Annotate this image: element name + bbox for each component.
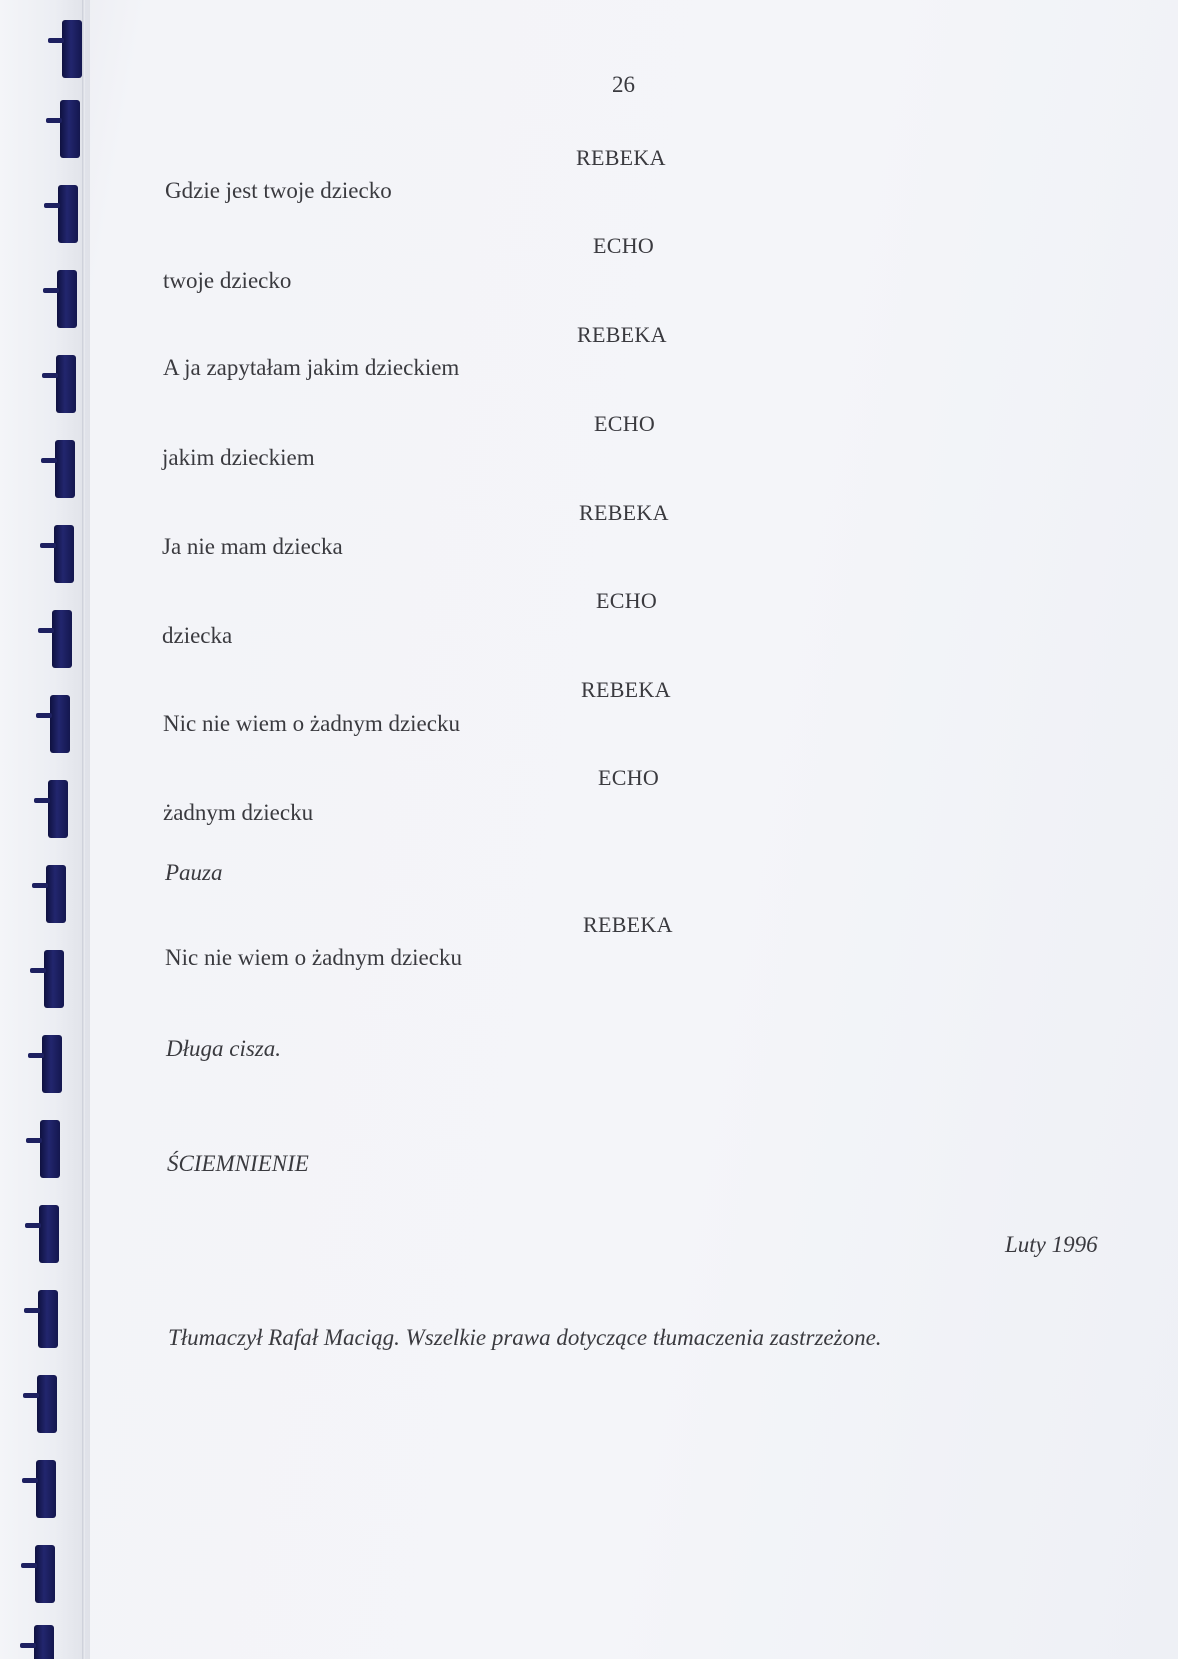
binding-ring bbox=[42, 1035, 62, 1093]
dialogue-line: Nic nie wiem o żadnym dziecku bbox=[163, 711, 460, 736]
binding-ring bbox=[38, 1290, 58, 1348]
binding-ring bbox=[54, 525, 74, 583]
speaker-name: REBEKA bbox=[576, 145, 666, 170]
speaker-name: REBEKA bbox=[581, 677, 671, 702]
dialogue-line: A ja zapytałam jakim dzieckiem bbox=[163, 355, 460, 380]
binding-ring bbox=[34, 1625, 54, 1659]
binding-ring bbox=[46, 865, 66, 923]
dialogue-line: Gdzie jest twoje dziecko bbox=[165, 178, 392, 203]
binding-ring bbox=[44, 950, 64, 1008]
binding-edge bbox=[82, 0, 85, 1659]
speaker-name: REBEKA bbox=[583, 912, 673, 937]
binding-ring bbox=[39, 1205, 59, 1263]
binding-ring bbox=[52, 610, 72, 668]
stage-direction-pause: Pauza bbox=[165, 860, 223, 885]
dialogue-line: żadnym dziecku bbox=[163, 800, 314, 825]
speaker-name: ECHO bbox=[593, 233, 655, 258]
spiral-binding bbox=[0, 0, 90, 1659]
binding-ring bbox=[56, 355, 76, 413]
dialogue-line: Nic nie wiem o żadnym dziecku bbox=[165, 945, 462, 970]
binding-ring bbox=[62, 20, 82, 78]
speaker-name: ECHO bbox=[598, 765, 660, 790]
binding-ring bbox=[36, 1460, 56, 1518]
binding-ring bbox=[60, 100, 80, 158]
dialogue-line: Ja nie mam dziecka bbox=[162, 534, 343, 559]
binding-ring bbox=[37, 1375, 57, 1433]
speaker-name: ECHO bbox=[594, 411, 656, 436]
binding-ring bbox=[48, 780, 68, 838]
binding-ring bbox=[57, 270, 77, 328]
page-number: 26 bbox=[612, 72, 635, 97]
binding-ring bbox=[50, 695, 70, 753]
dialogue-line: twoje dziecko bbox=[163, 268, 292, 293]
binding-ring bbox=[55, 440, 75, 498]
translator-note: Tłumaczył Rafał Maciąg. Wszelkie prawa dotyczące tłumaczenia zastrzeżone. bbox=[168, 1325, 882, 1350]
speaker-name: REBEKA bbox=[577, 322, 667, 347]
binding-ring bbox=[35, 1545, 55, 1603]
dialogue-line: dziecka bbox=[162, 623, 233, 648]
dialogue-line: jakim dzieckiem bbox=[162, 445, 315, 470]
speaker-name: ECHO bbox=[596, 588, 658, 613]
stage-direction-blackout: ŚCIEMNIENIE bbox=[167, 1151, 309, 1176]
binding-ring bbox=[58, 185, 78, 243]
date-signature: Luty 1996 bbox=[1005, 1232, 1098, 1257]
binding-ring bbox=[40, 1120, 60, 1178]
stage-direction-silence: Długa cisza. bbox=[166, 1036, 281, 1061]
speaker-name: REBEKA bbox=[579, 500, 669, 525]
